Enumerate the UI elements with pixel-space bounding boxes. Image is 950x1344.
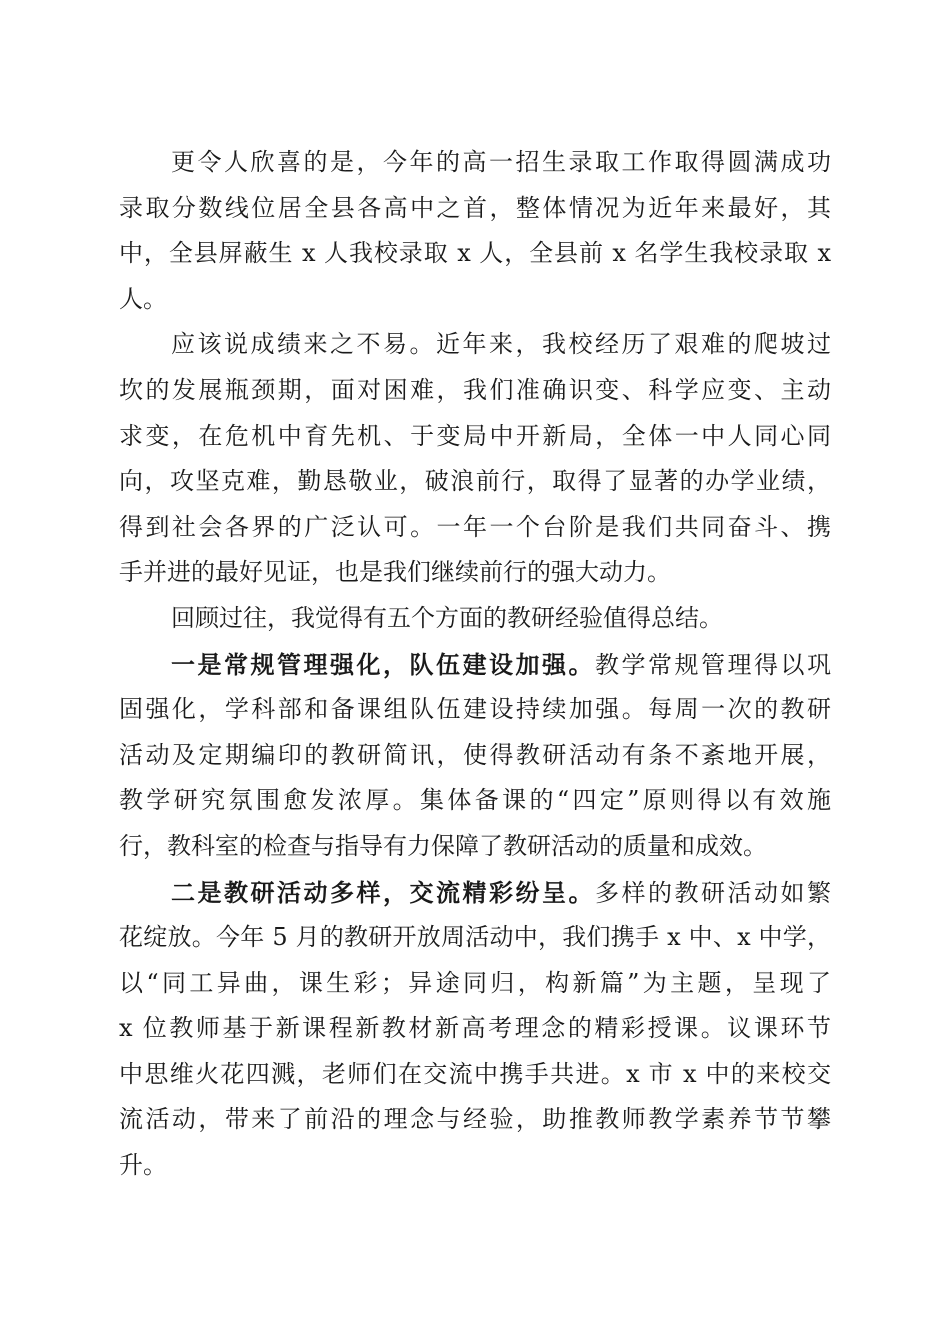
point-heading: 一是常规管理强化，队伍建设加强。 <box>171 649 595 679</box>
paragraph-point-two <box>119 870 831 1189</box>
text-line <box>119 870 831 916</box>
text-line: 求变，在危机中育先机、于变局中开新局，全体一中人同心同 <box>119 421 831 450</box>
text-line: 活动及定期编印的教研简讯，使得教研活动有条不紊地开展， <box>119 740 831 769</box>
text-line: 流活动，带来了前沿的理念与经验，助推教师教学素养节节攀 <box>119 1105 831 1134</box>
text-line: 手并进的最好见证，也是我们继续前行的强大动力。 <box>119 558 671 587</box>
text-line: x 位教师基于新课程新教材新高考理念的精彩授课。议课环节 <box>119 1014 831 1043</box>
text-line: 录取分数线位居全县各高中之首，整体情况为近年来最好，其 <box>119 193 831 222</box>
text-line: 得到社会各界的广泛认可。一年一个台阶是我们共同奋斗、携 <box>119 512 831 541</box>
text-line: 人。 <box>119 284 167 313</box>
text-segment: 多样的教研活动如繁 <box>595 878 831 907</box>
paragraph-achievements <box>119 322 831 596</box>
text-line: 以“同工异曲，课生彩；异途同归，构新篇”为主题，呈现了 <box>119 968 831 997</box>
text-line: 中，全县屏蔽生 x 人我校录取 x 人，全县前 x 名学生我校录取 x <box>119 239 831 268</box>
paragraph-enrollment <box>119 140 831 322</box>
text-line: 升。 <box>119 1151 167 1180</box>
paragraph-review <box>119 596 831 642</box>
point-heading: 二是教研活动多样，交流精彩纷呈。 <box>171 877 595 907</box>
text-line: 坎的发展瓶颈期，面对困难，我们准确识变、科学应变、主动 <box>119 375 831 404</box>
text-line: 回顾过往，我觉得有五个方面的教研经验值得总结。 <box>171 603 723 632</box>
paragraph-point-one <box>119 642 831 870</box>
document-body <box>119 140 831 1189</box>
text-line: 中思维火花四溅，老师们在交流中携手共进。x 市 x 中的来校交 <box>119 1059 831 1088</box>
text-line: 行，教科室的检查与指导有力保障了教研活动的质量和成效。 <box>119 831 767 860</box>
text-line <box>119 642 831 688</box>
text-line: 更令人欣喜的是，今年的高一招生录取工作取得圆满成功 <box>171 148 831 176</box>
text-line: 应该说成绩来之不易。近年来，我校经历了艰难的爬坡过 <box>171 330 831 359</box>
text-line: 向，攻坚克难，勤恳敬业，破浪前行，取得了显著的办学业绩， <box>119 467 831 496</box>
text-line: 教学研究氛围愈发浓厚。集体备课的“四定”原则得以有效施 <box>119 786 831 815</box>
text-line: 花绽放。今年 5 月的教研开放周活动中，我们携手 x 中、x 中学， <box>119 923 831 952</box>
text-segment: 教学常规管理得以巩 <box>595 650 831 679</box>
text-line: 固强化，学科部和备课组队伍建设持续加强。每周一次的教研 <box>119 695 831 724</box>
